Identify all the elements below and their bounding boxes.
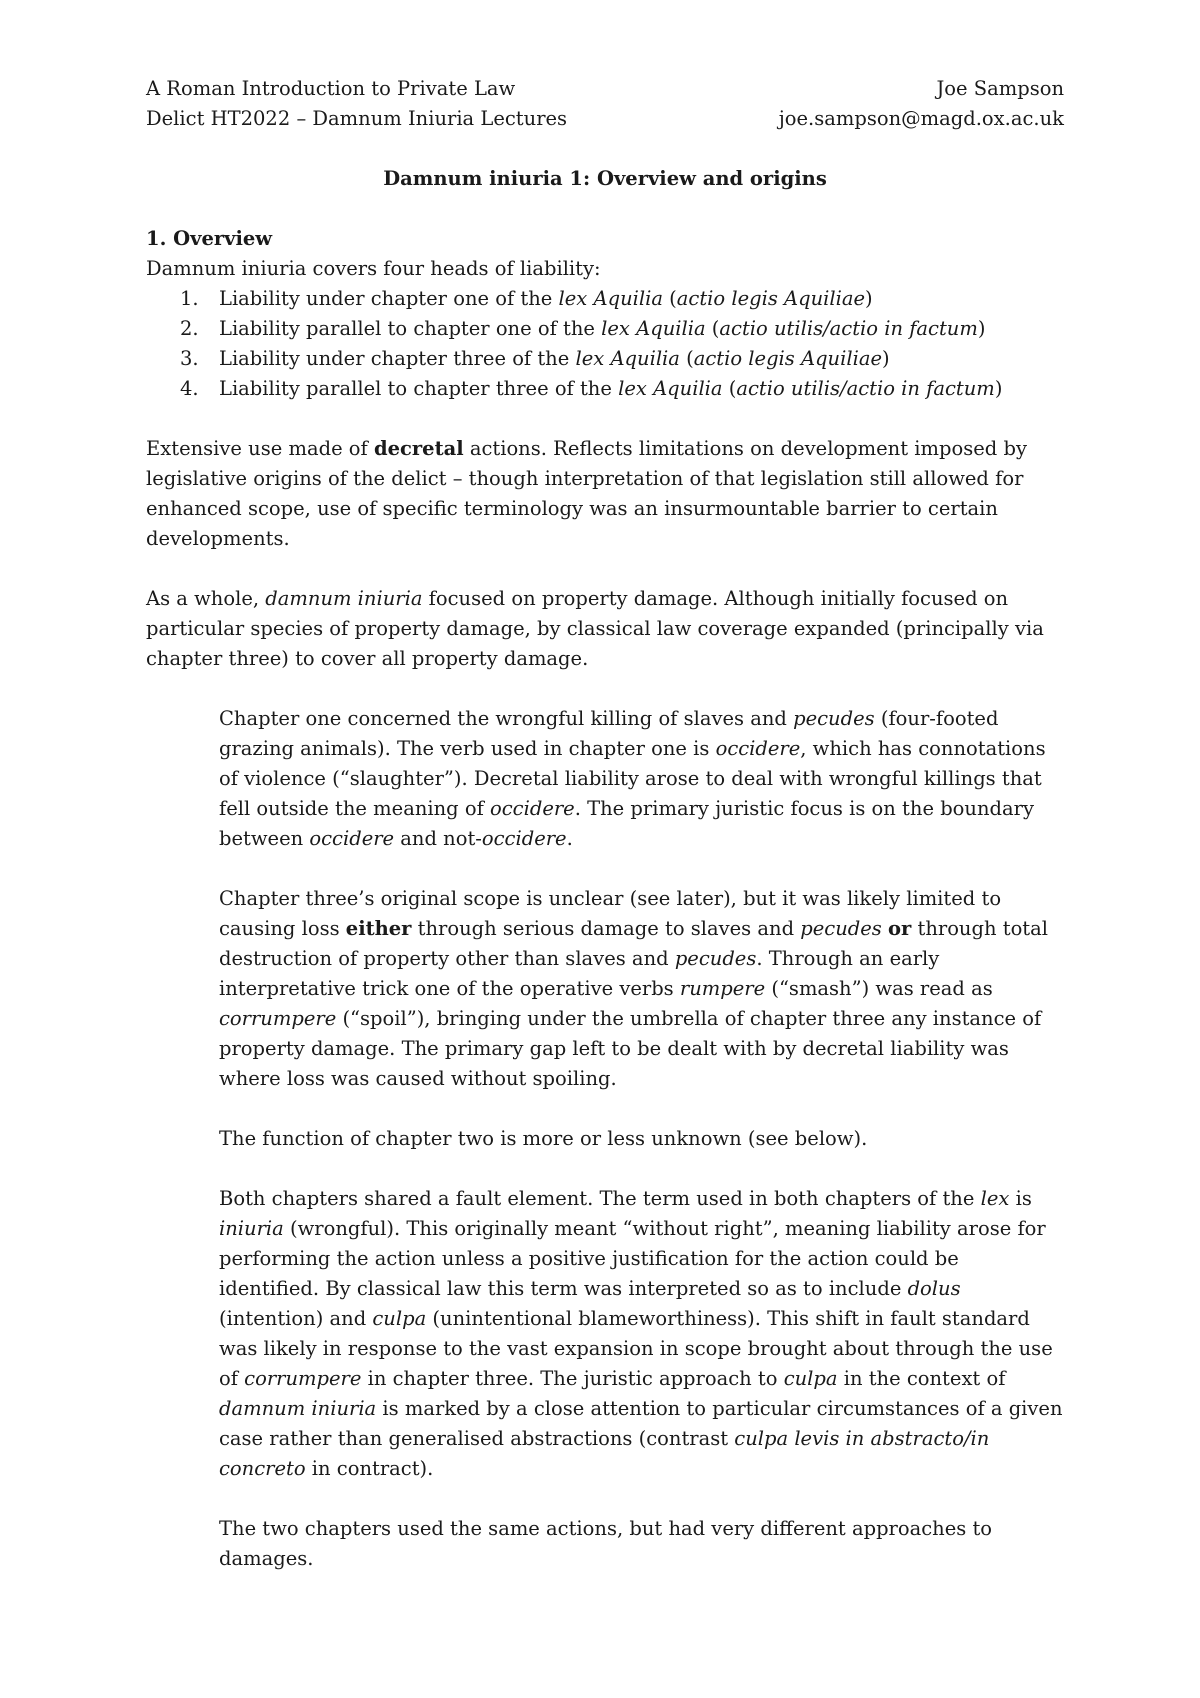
list-item: 4. Liability parallel to chapter three of the lex Aquilia (actio utilis/actio in factum) (146, 374, 1064, 404)
paragraph-chapter-one: Chapter one concerned the wrongful killing of slaves and pecudes (four-footed grazing animals). The verb used in chapter one is occidere, which has connotations of violence (“slaughter”). Decretal liability arose to deal with wrongful killings that fell outside the meaning of occidere. The primary juristic focus is on the boundary between occidere and not-occidere. (219, 707, 1046, 850)
list-number: 4. (180, 377, 199, 400)
section-intro: Damnum iniuria covers four heads of liability: (146, 257, 601, 280)
list-item: 1. Liability under chapter one of the lex Aquilia (actio legis Aquiliae) (146, 284, 1064, 314)
list-item: 3. Liability under chapter three of the lex Aquilia (actio legis Aquiliae) (146, 344, 1064, 374)
list-number: 1. (180, 287, 199, 310)
paragraph-fault-element: Both chapters shared a fault element. The term used in both chapters of the lex is iniuria (wrongful). This originally meant “without right”, meaning liability arose for performing the action unless a positive justification for the action could be identified. By classical law this term was interpreted so as to include dolus (intention) and culpa (unintentional blameworthiness). This shift in fault standard was likely in response to the vast expansion in scope brought about through the use of corrumpere in chapter three. The juristic approach to culpa in the context of damnum iniuria is marked by a close attention to particular circumstances of a given case rather than generalised abstractions (contrast culpa levis in abstracto/in concreto in contract). (219, 1187, 1063, 1480)
lecture-series: Delict HT2022 – Damnum Iniuria Lectures (146, 107, 568, 130)
course-title: A Roman Introduction to Private Law (146, 77, 516, 100)
paragraph-chapter-two: The function of chapter two is more or less unknown (see below). (219, 1127, 868, 1150)
page-title: Damnum iniuria 1: Overview and origins (383, 167, 827, 190)
list-number: 2. (180, 317, 199, 340)
header-row-1 (146, 74, 1064, 104)
paragraph-damages: The two chapters used the same actions, but had very different approaches to damages. (219, 1517, 993, 1570)
liability-heads-list (146, 284, 1064, 404)
header-row-2 (146, 104, 1064, 134)
document-page (146, 74, 1064, 1574)
list-item: 2. Liability parallel to chapter one of the lex Aquilia (actio utilis/actio in factum) (146, 314, 1064, 344)
paragraph-as-a-whole: As a whole, damnum iniuria focused on property damage. Although initially focused on particular species of property damage, by classical law coverage expanded (principally via chapter three) to cover all property damage. (146, 587, 1044, 670)
author-name: Joe Sampson (936, 77, 1064, 100)
section-heading-overview: 1. Overview (146, 227, 273, 250)
author-email: joe.sampson@magd.ox.ac.uk (778, 107, 1064, 130)
list-number: 3. (180, 347, 199, 370)
paragraph-chapter-three: Chapter three’s original scope is unclear (see later), but it was likely limited to causing loss either through serious damage to slaves and pecudes or through total destruction of property other than slaves and pecudes. Through an early interpretative trick one of the operative verbs rumpere (“smash”) was read as corrumpere (“spoil”), bringing under the umbrella of chapter three any instance of property damage. The primary gap left to be dealt with by decretal liability was where loss was caused without spoiling. (219, 887, 1049, 1090)
paragraph-decretal: Extensive use made of decretal actions. Reflects limitations on development imposed by legislative origins of the delict – though interpretation of that legislation still allowed for enhanced scope, use of specific terminology was an insurmountable barrier to certain developments. (146, 437, 1027, 550)
